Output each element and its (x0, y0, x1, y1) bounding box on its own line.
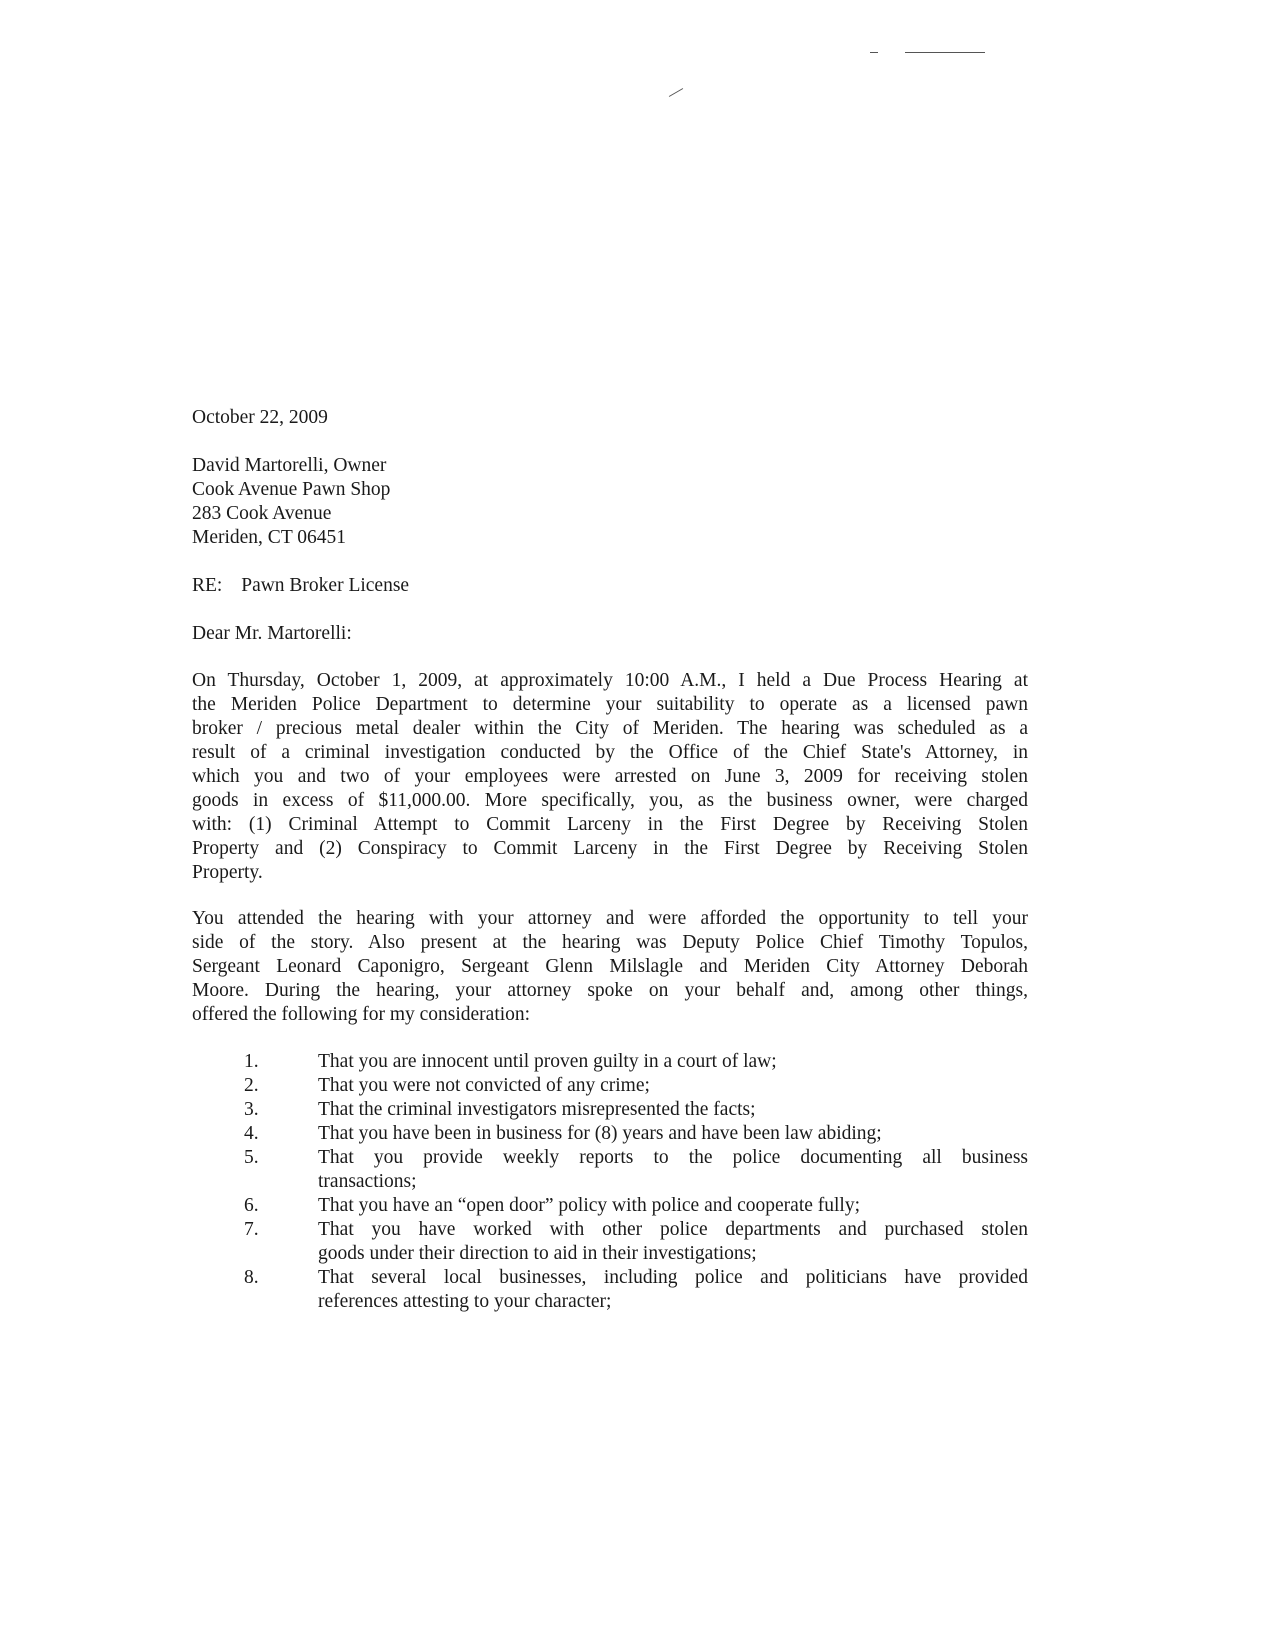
text-line: That you were not convicted of any crime; (318, 1075, 650, 1096)
paragraph-1 (192, 669, 1028, 885)
letter-date: October 22, 2009 (192, 407, 328, 428)
list-text (318, 1146, 1028, 1194)
list-text (318, 1098, 1028, 1122)
scan-mark (905, 52, 985, 53)
text-line: side of the story. Also present at the hearing was Deputy Police Chief Timothy Topulos, (192, 932, 1028, 953)
list-number: 6. (244, 1195, 259, 1216)
text-line: That you have an “open door” policy with police and cooperate fully; (318, 1195, 861, 1216)
text-line: broker / precious metal dealer within the City of Meriden. The hearing was scheduled as a (192, 718, 1028, 739)
scan-mark (669, 88, 683, 97)
text-line: That you have been in business for (8) years and have been law abiding; (318, 1123, 882, 1144)
address-line: David Martorelli, Owner (192, 455, 387, 476)
address-line: 283 Cook Avenue (192, 503, 332, 524)
text-line: Property. (192, 862, 263, 883)
list-text (318, 1074, 1028, 1098)
text-line: Property and (2) Conspiracy to Commit Larceny in the First Degree by Receiving Stolen (192, 838, 1028, 859)
list-number: 8. (244, 1267, 259, 1288)
salutation: Dear Mr. Martorelli: (192, 623, 352, 644)
list-number: 2. (244, 1075, 259, 1096)
list-number: 4. (244, 1123, 259, 1144)
address-line: Meriden, CT 06451 (192, 527, 347, 548)
text-line: which you and two of your employees were arrested on June 3, 2009 for receiving stolen (192, 766, 1028, 787)
text-line: That the criminal investigators misrepresented the facts; (318, 1099, 756, 1120)
text-line: offered the following for my consideration: (192, 1004, 531, 1025)
recipient-address (192, 454, 1028, 550)
scan-mark (870, 52, 878, 53)
text-line: references attesting to your character; (318, 1291, 612, 1312)
text-line: Moore. During the hearing, your attorney spoke on your behalf and, among other things, (192, 980, 1028, 1001)
text-line: That several local businesses, including police and politicians have provided (318, 1267, 1028, 1288)
text-line: You attended the hearing with your attorney and were afforded the opportunity to tell your (192, 908, 1028, 929)
re-line (192, 574, 409, 598)
list-text (318, 1194, 1028, 1218)
text-line: goods under their direction to aid in their investigations; (318, 1243, 757, 1264)
list-number: 7. (244, 1219, 259, 1240)
list-number: 5. (244, 1147, 259, 1168)
text-line: That you have worked with other police departments and purchased stolen (318, 1219, 1028, 1240)
paragraph-2 (192, 907, 1028, 1027)
list-text (318, 1218, 1028, 1266)
list-text (318, 1122, 1028, 1146)
text-line: On Thursday, October 1, 2009, at approximately 10:00 A.M., I held a Due Process Hearing at (192, 670, 1028, 691)
list-text (318, 1050, 1028, 1074)
list-number: 3. (244, 1099, 259, 1120)
text-line: the Meriden Police Department to determine your suitability to operate as a licensed pawn (192, 694, 1028, 715)
text-line: with: (1) Criminal Attempt to Commit Larceny in the First Degree by Receiving Stolen (192, 814, 1028, 835)
text-line: That you provide weekly reports to the police documenting all business (318, 1147, 1028, 1168)
re-label: RE: (192, 575, 223, 596)
text-line: That you are innocent until proven guilty in a court of law; (318, 1051, 777, 1072)
text-line: result of a criminal investigation conducted by the Office of the Chief State's Attorney, in (192, 742, 1028, 763)
text-line: transactions; (318, 1171, 417, 1192)
list-number: 1. (244, 1051, 259, 1072)
text-line: Sergeant Leonard Caponigro, Sergeant Glenn Milslagle and Meriden City Attorney Deborah (192, 956, 1028, 977)
text-line: goods in excess of $11,000.00. More specifically, you, as the business owner, were charged (192, 790, 1028, 811)
list-text (318, 1266, 1028, 1314)
address-line: Cook Avenue Pawn Shop (192, 479, 391, 500)
re-subject: Pawn Broker License (241, 575, 410, 596)
